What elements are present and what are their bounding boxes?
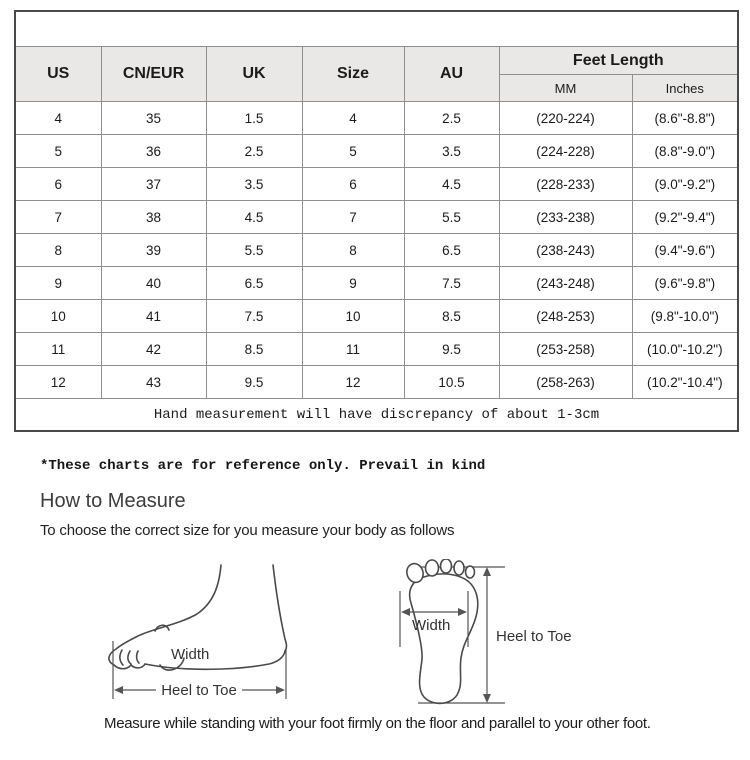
size-chart-body: [15, 102, 738, 399]
cell-uk: 8.5: [206, 333, 302, 366]
cell-au: 10.5: [404, 366, 499, 399]
cell-uk: 9.5: [206, 366, 302, 399]
cell-size: 12: [302, 366, 404, 399]
col-header-au: AU: [404, 47, 499, 102]
arrowhead-up-icon: [483, 567, 491, 576]
top-view-width-label: Width: [412, 617, 451, 634]
cell-mm: (248-253): [499, 300, 632, 333]
cell-size: 10: [302, 300, 404, 333]
cell-au: 4.5: [404, 168, 499, 201]
cell-cn_eur: 36: [101, 135, 206, 168]
table-row: [15, 201, 738, 234]
cell-au: 5.5: [404, 201, 499, 234]
cell-cn_eur: 38: [101, 201, 206, 234]
cell-au: 2.5: [404, 102, 499, 135]
blank-cell: [15, 11, 738, 47]
cell-size: 9: [302, 267, 404, 300]
cell-inches: (9.2"-9.4"): [632, 201, 738, 234]
toe-icon: [466, 566, 475, 578]
cell-us: 12: [15, 366, 101, 399]
cell-inches: (10.2"-10.4"): [632, 366, 738, 399]
arrowhead-down-icon: [483, 694, 491, 703]
arrowhead-right-icon: [458, 608, 467, 616]
cell-uk: 4.5: [206, 201, 302, 234]
cell-cn_eur: 39: [101, 234, 206, 267]
cell-us: 9: [15, 267, 101, 300]
cell-size: 7: [302, 201, 404, 234]
top-view-length-label: Heel to Toe: [496, 628, 572, 645]
col-header-mm: MM: [499, 75, 632, 102]
table-row: [15, 267, 738, 300]
cell-au: 6.5: [404, 234, 499, 267]
cell-size: 4: [302, 102, 404, 135]
table-row: [15, 135, 738, 168]
cell-cn_eur: 41: [101, 300, 206, 333]
cell-inches: (9.4"-9.6"): [632, 234, 738, 267]
table-row: [15, 333, 738, 366]
table-top-blank-row: [15, 11, 738, 47]
big-toe-icon: [404, 561, 425, 584]
cell-us: 11: [15, 333, 101, 366]
footnote-row: [15, 399, 738, 432]
cell-inches: (10.0"-10.2"): [632, 333, 738, 366]
cell-uk: 6.5: [206, 267, 302, 300]
table-row: [15, 366, 738, 399]
arrowhead-left-icon: [114, 686, 123, 694]
cell-inches: (9.6"-9.8"): [632, 267, 738, 300]
arrowhead-left-icon: [401, 608, 410, 616]
col-header-uk: UK: [206, 47, 302, 102]
cell-cn_eur: 35: [101, 102, 206, 135]
cell-cn_eur: 40: [101, 267, 206, 300]
cell-inches: (8.6"-8.8"): [632, 102, 738, 135]
cell-size: 5: [302, 135, 404, 168]
cell-us: 10: [15, 300, 101, 333]
table-row: [15, 168, 738, 201]
cell-au: 9.5: [404, 333, 499, 366]
cell-inches: (9.8"-10.0"): [632, 300, 738, 333]
how-to-measure-subtitle: To choose the correct size for you measure your body as follows: [40, 522, 455, 539]
cell-mm: (238-243): [499, 234, 632, 267]
toe-icon: [441, 559, 452, 573]
table-row: [15, 102, 738, 135]
cell-cn_eur: 43: [101, 366, 206, 399]
measurement-diagrams: [0, 559, 750, 711]
cell-mm: (228-233): [499, 168, 632, 201]
cell-mm: (224-228): [499, 135, 632, 168]
shoe-size-chart: [14, 10, 739, 432]
side-view-width-label: Width: [171, 646, 210, 663]
cell-mm: (233-238): [499, 201, 632, 234]
cell-uk: 7.5: [206, 300, 302, 333]
cell-size: 6: [302, 168, 404, 201]
foot-top-view-diagram: [390, 559, 590, 709]
table-row: [15, 300, 738, 333]
footnote-cell: Hand measurement will have discrepancy of about 1-3cm: [15, 399, 738, 432]
size-chart-footer: [15, 399, 738, 432]
cell-inches: (9.0"-9.2"): [632, 168, 738, 201]
cell-us: 5: [15, 135, 101, 168]
cell-au: 7.5: [404, 267, 499, 300]
cell-mm: (258-263): [499, 366, 632, 399]
cell-size: 8: [302, 234, 404, 267]
col-header-cn-eur: CN/EUR: [101, 47, 206, 102]
size-chart-header: [15, 11, 738, 102]
cell-uk: 3.5: [206, 168, 302, 201]
cell-us: 8: [15, 234, 101, 267]
side-view-length-label: Heel to Toe: [161, 682, 237, 699]
cell-us: 4: [15, 102, 101, 135]
measure-caption: Measure while standing with your foot firmly on the floor and parallel to your other foot.: [104, 715, 651, 732]
arrowhead-right-icon: [276, 686, 285, 694]
cell-au: 8.5: [404, 300, 499, 333]
foot-side-view-diagram: [100, 559, 295, 709]
cell-inches: (8.8"-9.0"): [632, 135, 738, 168]
col-header-size: Size: [302, 47, 404, 102]
reference-note: *These charts are for reference only. Prevail in kind: [40, 458, 486, 474]
col-header-feet-length: Feet Length: [499, 47, 738, 75]
cell-mm: (253-258): [499, 333, 632, 366]
table-row: [15, 234, 738, 267]
cell-uk: 2.5: [206, 135, 302, 168]
how-to-measure-title: How to Measure: [40, 490, 186, 512]
cell-us: 6: [15, 168, 101, 201]
cell-cn_eur: 42: [101, 333, 206, 366]
col-header-inches: Inches: [632, 75, 738, 102]
header-row-main: [15, 47, 738, 75]
toe-icon: [426, 560, 439, 576]
cell-us: 7: [15, 201, 101, 234]
cell-au: 3.5: [404, 135, 499, 168]
toe-icon: [454, 561, 464, 575]
cell-uk: 5.5: [206, 234, 302, 267]
cell-size: 11: [302, 333, 404, 366]
col-header-us: US: [15, 47, 101, 102]
cell-cn_eur: 37: [101, 168, 206, 201]
cell-uk: 1.5: [206, 102, 302, 135]
cell-mm: (220-224): [499, 102, 632, 135]
cell-mm: (243-248): [499, 267, 632, 300]
